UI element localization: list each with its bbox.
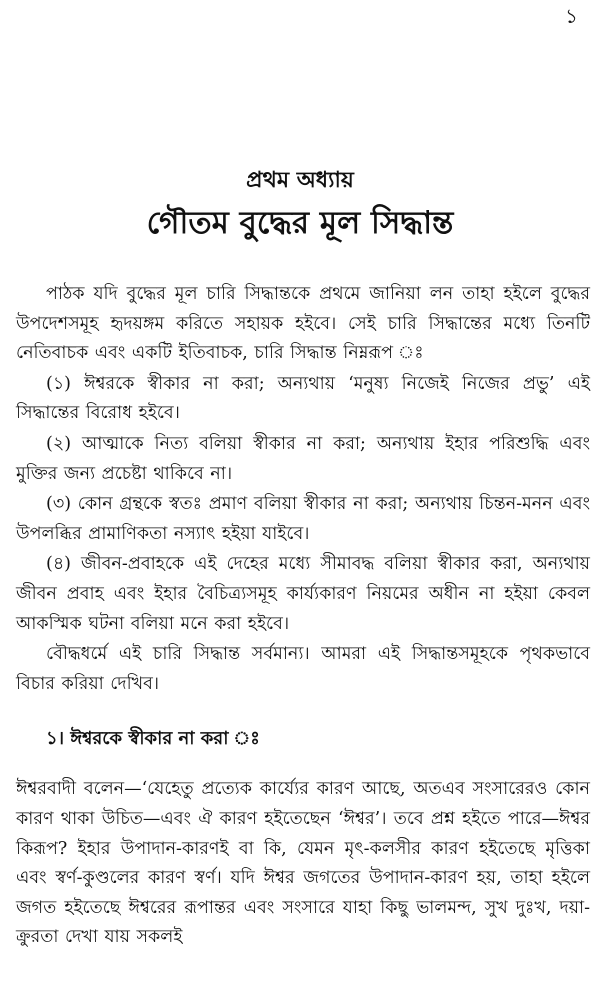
paragraph-summary: বৌদ্ধধর্মে এই চারি সিদ্ধান্ত সর্বমান্য। আমরা এই সিদ্ধান্তসমূহকে পৃথকভাবে বিচার করিয়া দেখিব। bbox=[16, 644, 590, 694]
paragraph-section-1: ঈশ্বরবাদী বলেন—‘যেহেতু প্রত্যেক কার্য্যের কারণ আছে, অতএব সংসারেরও কোন কারণ থাকা উচিত—এবং ঐ কারণ হইতেছেন ‘ঈশ্বর’। তবে প্রশ্ন হইতে পারে—ঈশ্বর কিরূপ? ইহার উপাদান-কারণই বা কি, যেমন মৃৎ-কলসীর কারণ হইতেছে মৃত্তিকা এবং স্বর্ণ-কুণ্ডলের কারণ স্বর্ণ। যদি ঈশ্বর জগতের উপাদান-কারণ হয়, তাহা হইলে জগত হইতেছে ঈশ্বরের রূপান্তর এবং সংসারে যাহা কিছু ভালমন্দ, সুখ দুঃখ, দয়া-ক্রুরতা দেখা যায় সকলই bbox=[16, 779, 590, 948]
paragraph-intro: পাঠক যদি বুদ্ধের মূল চারি সিদ্ধান্তকে প্রথমে জানিয়া লন তাহা হইলে বুদ্ধের উপদেশসমূহ হৃদয়ঙ্গম করিতে সহায়ক হইবে। সেই চারি সিদ্ধান্তের মধ্যে তিনটি নেতিবাচক এবং একটি ইতিবাচক, চারি সিদ্ধান্ত নিম্নরূপ ঃ bbox=[16, 284, 590, 364]
chapter-label: প্রথম অধ্যায় bbox=[246, 167, 354, 193]
paragraph-principle-3: (৩) কোন গ্রন্থকে স্বতঃ প্রমাণ বলিয়া স্বীকার না করা; অন্যথায় চিন্তন-মনন এবং উপলব্ধির প্রামাণিকতা নস্যাৎ হইয়া যাইবে। bbox=[16, 494, 590, 544]
page-number: ১ bbox=[565, 4, 578, 28]
chapter-title: গৌতম বুদ্ধের মূল সিদ্ধান্ত bbox=[146, 205, 454, 241]
body-text bbox=[16, 280, 590, 954]
paragraph-principle-4: (৪) জীবন-প্রবাহকে এই দেহের মধ্যে সীমাবদ্ধ বলিয়া স্বীকার করা, অন্যথায় জীবন প্রবাহ এবং ইহার বৈচিত্র্যসমূহ কার্য্যকারণ নিয়মের অধীন না হইয়া কেবল আকস্মিক ঘটনা বলিয়া মনে করা হইবে। bbox=[16, 554, 590, 634]
section-heading: ১। ঈশ্বরকে স্বীকার না করা ঃ bbox=[46, 728, 260, 750]
paragraph-principle-2: (২) আত্মাকে নিত্য বলিয়া স্বীকার না করা; অন্যথায় ইহার পরিশুদ্ধি এবং মুক্তির জন্য প্রচেষ্টা থাকিবে না। bbox=[16, 433, 590, 484]
paragraph-principle-1: (১) ঈশ্বরকে স্বীকার না করা; অন্যথায় ‘মনুষ্য নিজেই নিজের প্রভু’ এই সিদ্ধান্তের বিরোধ হইবে। bbox=[16, 373, 590, 424]
